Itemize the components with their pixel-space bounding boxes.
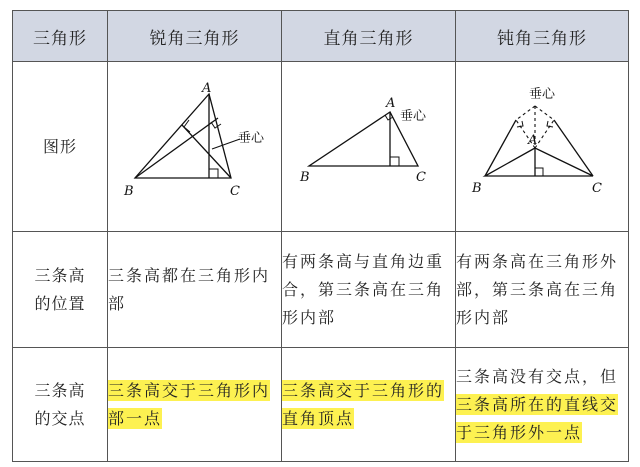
- figure-row: [13, 62, 629, 232]
- intersection-label-line2: 的交点: [34, 408, 86, 428]
- acute-label-c: C: [229, 183, 240, 199]
- obtuse-triangle-figure: [467, 82, 617, 212]
- acute-label-a: A: [201, 81, 211, 96]
- right-label-c: C: [415, 169, 426, 185]
- acute-figure-cell: [108, 62, 282, 232]
- acute-orthocenter-label: 垂心: [237, 130, 264, 146]
- acute-altitude-b: [135, 118, 218, 178]
- header-obtuse: 钝角三角形: [456, 11, 629, 62]
- right-label-b: B: [299, 169, 310, 185]
- right-figure-cell: [282, 62, 456, 232]
- header-acute: 锐角三角形: [108, 11, 282, 62]
- position-label-line1: 三条高: [34, 265, 86, 285]
- position-row-label: [13, 232, 108, 348]
- intersection-right-cell: [282, 348, 456, 462]
- acute-triangle-figure: [120, 82, 270, 212]
- acute-triangle-outline: [135, 94, 231, 178]
- obtuse-orthocenter-label: 垂心: [529, 86, 556, 102]
- intersection-acute-cell: [108, 348, 282, 462]
- position-right-cell: 有两条高与直角边重合，第三条高在三角形内部: [282, 232, 456, 348]
- intersection-row-label: [13, 348, 108, 462]
- obtuse-label-c: C: [592, 180, 602, 196]
- intersection-obtuse-highlight: 三条高所在的直线交于三角形外一点: [456, 394, 619, 442]
- intersection-right-highlight: 三条高交于三角形的直角顶点: [282, 380, 445, 428]
- acute-label-b: B: [123, 183, 134, 199]
- position-label-line2: 的位置: [34, 293, 86, 313]
- intersection-row: [13, 348, 629, 462]
- right-triangle-figure: [294, 82, 444, 212]
- intersection-obtuse-cell: [456, 348, 629, 462]
- figure-row-label: 图形: [13, 62, 108, 232]
- intersection-acute-highlight: 三条高交于三角形内部一点: [108, 380, 271, 428]
- obtuse-label-a: A: [528, 132, 538, 148]
- header-right: 直角三角形: [282, 11, 456, 62]
- position-acute-cell: 三条高都在三角形内部: [108, 232, 282, 348]
- obtuse-label-b: B: [472, 180, 482, 196]
- header-row: [13, 11, 629, 62]
- position-obtuse-cell: 有两条高在三角形外部，第三条高在三角形内部: [456, 232, 629, 348]
- obtuse-altitude-c: [554, 120, 593, 176]
- position-row: [13, 232, 629, 348]
- right-orthocenter-label: 垂心: [399, 108, 426, 124]
- intersection-label-line1: 三条高: [34, 380, 86, 400]
- header-triangle: 三角形: [13, 11, 108, 62]
- right-label-a: A: [385, 95, 395, 111]
- intersection-obtuse-plain: 三条高没有交点，但: [456, 366, 619, 386]
- obtuse-figure-cell: [456, 62, 629, 232]
- triangle-altitudes-table: [12, 10, 629, 462]
